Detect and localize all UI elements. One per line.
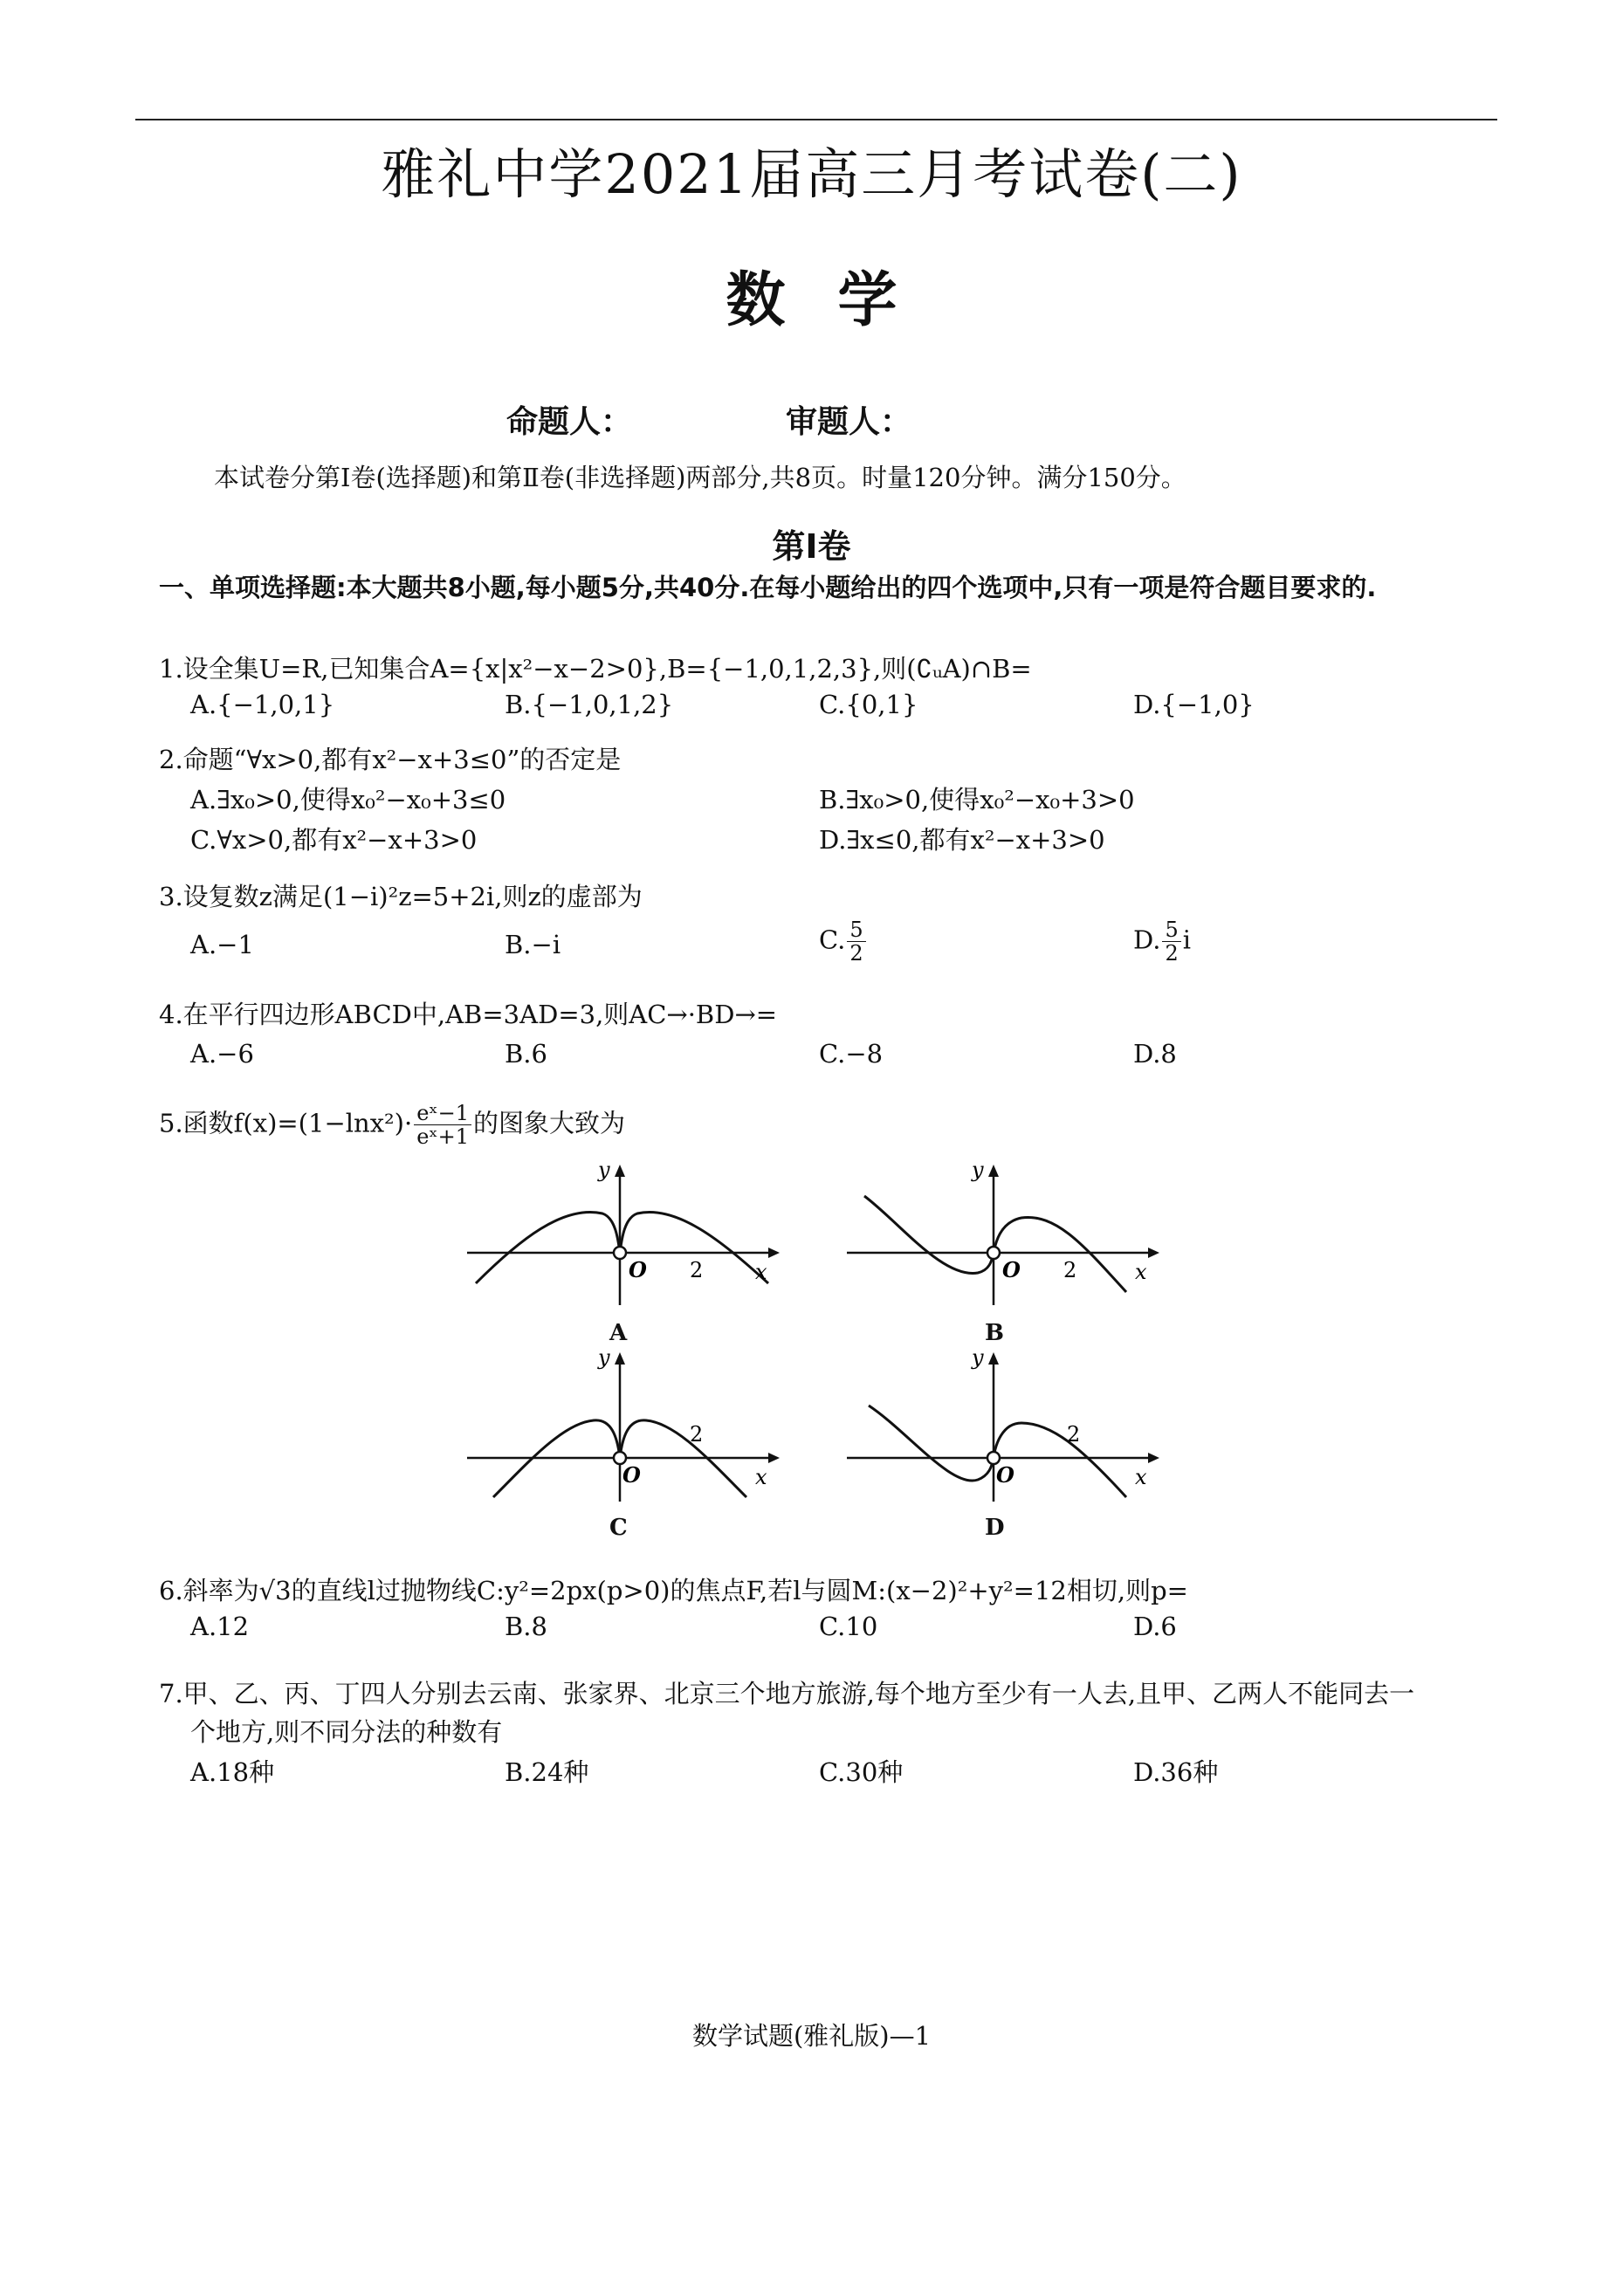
page-footer: 数学试题(雅礼版)—1 [691,2021,932,2051]
author-line [506,397,911,442]
volume-heading: 第Ⅰ卷 [772,527,851,566]
fraction-denominator: eˣ+1 [416,1124,469,1149]
q2-option-b: B.∃x₀>0,使得x₀²−x₀+3>0 [819,785,1135,815]
q1-option-d: D.{−1,0} [1133,690,1255,719]
question-1-stem: 1.设全集U=R,已知集合A={x|x²−x−2>0},B={−1,0,1,2,3},则(∁ᵤA)∩B= [159,654,1032,684]
question-2-stem: 2.命题“∀x>0,都有x²−x+3≤0”的否定是 [159,745,622,774]
graph-c [467,1349,781,1506]
question-6-stem: 6.斜率为√3的直线l过抛物线C:y²=2px(p>0)的焦点F,若l与圆M:(x−2)²+y²=12相切,则p= [159,1576,1188,1605]
q1-option-a: A.{−1,0,1} [190,690,335,719]
q4-option-b: B.6 [505,1039,547,1069]
origin-label: O [1002,1257,1021,1282]
q5-fraction [414,1102,471,1148]
origin-label: O [622,1462,641,1488]
origin-label: O [629,1257,647,1282]
q3-option-c-letter: C. [819,925,846,955]
q3-option-b: B.−i [505,930,561,959]
tick-label-2: 2 [1063,1258,1077,1282]
x-axis-label: x [1135,1465,1147,1489]
question-3-stem: 3.设复数z满足(1−i)²z=5+2i,则z的虚部为 [159,882,643,911]
imaginary-unit: i [1182,925,1191,955]
q2-option-c: C.∀x>0,都有x²−x+3>0 [190,825,478,855]
q3-option-a: A.−1 [190,930,254,959]
fraction-denominator: 2 [849,941,863,966]
q5-stem-start: 5.函数f(x)=(1−lnx²)· [159,1108,413,1138]
q5-stem-end: 的图象大致为 [472,1108,625,1138]
q4-option-c: C.−8 [819,1039,884,1069]
x-axis-label: x [1135,1260,1147,1284]
q3-option-d-letter: D. [1133,925,1161,955]
subject-title: 数学 [726,266,950,335]
q2-option-a: A.∃x₀>0,使得x₀²−x₀+3≤0 [190,785,506,815]
q7-option-a: A.18种 [190,1757,275,1787]
graph-c-label: C [609,1515,628,1541]
q7-option-b: B.24种 [505,1757,589,1787]
x-axis-label: x [755,1260,767,1284]
tick-label-2: 2 [1067,1422,1081,1447]
q7-option-d: D.36种 [1133,1757,1219,1787]
q6-option-b: B.8 [505,1612,547,1641]
q3-option-d-fraction [1162,918,1180,965]
tick-label-2: 2 [690,1258,704,1282]
x-axis-label: x [755,1465,767,1489]
q2-option-d: D.∃x≤0,都有x²−x+3>0 [819,825,1105,855]
q3-option-c-fraction [847,918,865,965]
exam-intro: 本试卷分第Ⅰ卷(选择题)和第Ⅱ卷(非选择题)两部分,共8页。时量120分钟。满分150分。 [214,463,1186,492]
graph-d [847,1349,1161,1506]
reviewer-label: 审题人： [786,404,912,440]
y-axis-label: y [598,1349,610,1370]
q3-option-d [1133,918,1191,965]
graph-b [847,1161,1161,1310]
question-4-stem: 4.在平行四边形ABCD中,AB=3AD=3,则AC→·BD→= [159,1000,778,1029]
tick-label-2: 2 [690,1422,704,1447]
question-5-stem [159,1102,625,1148]
question-7-stem-line1: 7.甲、乙、丙、丁四人分别去云南、张家界、北京三个地方旅游,每个地方至少有一人去,且甲、乙两人不能同去一 [159,1679,1415,1708]
fraction-numerator: 5 [1162,918,1180,942]
fraction-denominator: 2 [1165,941,1179,966]
y-axis-label: y [972,1161,984,1182]
question-7-stem-line2: 个地方,则不同分法的种数有 [190,1717,503,1747]
q6-option-d: D.6 [1133,1612,1177,1641]
q7-option-c: C.30种 [819,1757,904,1787]
q3-option-c [819,918,868,965]
graph-a [467,1161,781,1310]
q1-option-b: B.{−1,0,1,2} [505,690,674,719]
q4-option-d: D.8 [1133,1039,1177,1069]
author-label: 命题人： [506,404,633,440]
origin-label: O [996,1462,1014,1488]
y-axis-label: y [972,1349,984,1370]
q6-option-a: A.12 [190,1612,250,1641]
q4-option-a: A.−6 [190,1039,254,1069]
fraction-numerator: eˣ−1 [414,1102,471,1125]
q6-option-c: C.10 [819,1612,878,1641]
y-axis-label: y [598,1161,610,1182]
q1-option-c: C.{0,1} [819,690,918,719]
graph-b-label: B [985,1320,1004,1346]
graph-d-label: D [985,1515,1005,1541]
graph-a-label: A [609,1320,628,1346]
top-rule [135,119,1497,120]
section-heading: 一、单项选择题:本大题共8小题,每小题5分,共40分.在每小题给出的四个选项中,只有一项是符合题目要求的. [159,573,1377,602]
fraction-numerator: 5 [847,918,865,942]
exam-title: 雅礼中学2021届高三月考试卷(二) [381,142,1242,206]
